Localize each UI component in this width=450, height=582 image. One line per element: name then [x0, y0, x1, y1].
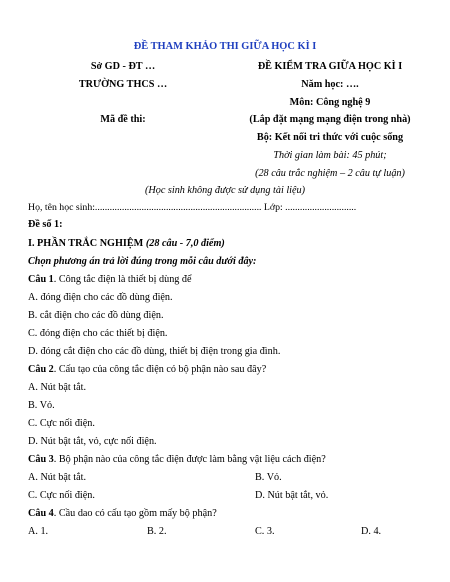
option-2b: B. Vỏ.: [28, 400, 55, 411]
question-label: Câu 1: [28, 274, 54, 285]
department-label: Sở GD - ĐT …: [90, 61, 156, 72]
subject-label: Môn: Công nghệ 9: [289, 97, 371, 108]
question-text: . Cấu tạo của công tắc điện có bộ phận nào sau đây?: [53, 364, 267, 375]
exam-code-label: Mã đề thi:: [100, 114, 146, 125]
question-text: . Bộ phận nào của công tắc điện được làm bằng vật liệu cách điện?: [53, 454, 326, 465]
school-label: TRƯỜNG THCS …: [78, 79, 168, 90]
question-1: [28, 274, 192, 286]
question-text: . Cầu dao có cấu tạo gồm mấy bộ phận?: [53, 508, 217, 519]
materials-note: (Học sinh không được sử dụng tài liệu): [144, 185, 305, 196]
option-3b: B. Vỏ.: [255, 472, 282, 483]
question-3: [28, 454, 326, 466]
option-2d: D. Nút bật tắt, vỏ, cực nối điện.: [28, 436, 157, 447]
section-title: I. PHẦN TRẮC NGHIỆM: [28, 238, 144, 249]
question-text: . Công tắc điện là thiết bị dùng để: [53, 274, 192, 285]
option-1b: B. cắt điện cho các đồ dùng điện.: [28, 310, 164, 321]
option-1c: C. đóng điện cho các thiết bị điện.: [28, 328, 168, 339]
question-2: [28, 364, 266, 376]
option-1a: A. đóng điện cho các đồ dùng điện.: [28, 292, 173, 303]
option-2c: C. Cực nối điện.: [28, 418, 95, 429]
option-4a: A. 1.: [28, 526, 49, 537]
option-4b: B. 2.: [147, 526, 167, 537]
module-label: (Lắp đặt mạng mạng điện trong nhà): [249, 114, 411, 125]
option-4d: D. 4.: [361, 526, 382, 537]
question-structure: (28 câu trắc nghiệm – 2 câu tự luận): [255, 168, 405, 179]
option-1d: D. đóng cắt điện cho các đồ dùng, thiết bị điện trong gia đình.: [28, 346, 281, 357]
question-4: [28, 508, 217, 520]
section-heading: [28, 238, 225, 250]
textbook-series: Bộ: Kết nối tri thức với cuộc sống: [256, 132, 404, 143]
option-3c: C. Cực nối điện.: [28, 490, 95, 501]
question-label: Câu 4: [28, 508, 54, 519]
option-2a: A. Nút bật tắt.: [28, 382, 87, 393]
exam-heading: ĐỀ KIỂM TRA GIỮA HỌC KÌ I: [257, 61, 403, 72]
option-4c: C. 3.: [255, 526, 275, 537]
exam-number: Đề số 1:: [28, 219, 63, 230]
document-title: ĐỀ THAM KHẢO THI GIỮA HỌC KÌ I: [133, 41, 317, 52]
option-3a: A. Nút bật tắt.: [28, 472, 87, 483]
section-score: (28 câu - 7,0 điểm): [145, 238, 225, 249]
option-3d: D. Nút bật tắt, vỏ.: [255, 490, 329, 501]
question-label: Câu 3: [28, 454, 54, 465]
question-label: Câu 2: [28, 364, 54, 375]
school-year: Năm học: ….: [301, 79, 359, 90]
time-limit: Thời gian làm bài: 45 phút;: [273, 150, 387, 161]
section-instruction: Chọn phương án trả lời đúng trong mỗi câu dưới đây:: [28, 256, 257, 267]
student-info-line: Họ, tên học sinh:.................................................................... Lớp: .............................: [28, 202, 357, 213]
